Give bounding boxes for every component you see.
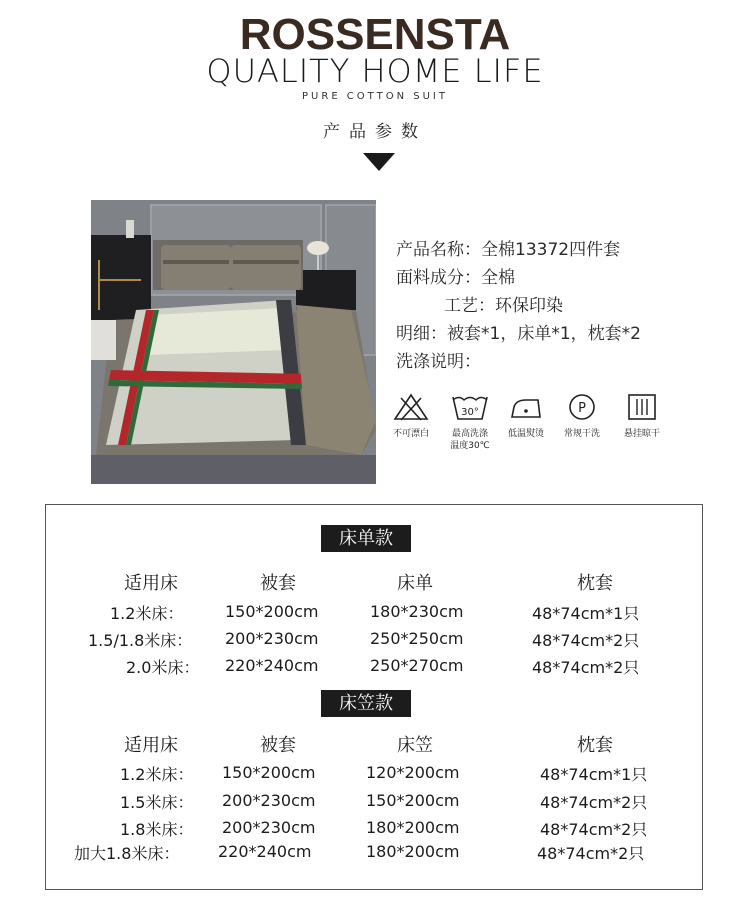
- table-cell: 48*74cm*2只: [532, 631, 640, 650]
- product-name: 产品名称：全棉13372四件套: [396, 240, 621, 260]
- table-cell: 加大1.8米床：: [74, 844, 180, 863]
- care-label-hang-dry: 悬挂晾干: [623, 429, 660, 439]
- care-label-low-iron: 低温熨烫: [507, 429, 544, 439]
- svg-text:P: P: [578, 401, 586, 416]
- care-label-wash-30: 最高洗涤 温度30℃: [450, 429, 490, 451]
- table-cell: 250*270cm: [370, 656, 464, 675]
- table-cell: 48*74cm*2只: [540, 793, 648, 812]
- table-cell: 120*200cm: [366, 763, 460, 782]
- section-title: 产品参数: [323, 122, 427, 142]
- sheet-set-badge: 床单款: [321, 525, 411, 552]
- table-cell: 48*74cm*2只: [537, 844, 645, 863]
- table-cell: 1.5/1.8米床：: [88, 631, 193, 650]
- sheet-header-sheet: 床单: [397, 573, 433, 594]
- wash-instructions-title: 洗涤说明：: [396, 352, 481, 372]
- sheet-header-bed: 适用床: [124, 573, 178, 594]
- table-cell: 1.8米床：: [120, 820, 194, 839]
- hang-dry-icon: [622, 392, 662, 422]
- table-cell: 48*74cm*1只: [540, 765, 648, 784]
- brand-subline: PURE COTTON SUIT: [302, 91, 448, 102]
- svg-text:30°: 30°: [461, 407, 479, 418]
- table-cell: 180*200cm: [366, 842, 460, 861]
- down-arrow-icon: [363, 153, 395, 171]
- fitted-header-pillowcase: 枕套: [577, 735, 613, 756]
- sheet-header-pillowcase: 枕套: [577, 573, 613, 594]
- process: 工艺：环保印染: [444, 296, 563, 316]
- table-cell: 220*240cm: [225, 656, 319, 675]
- table-cell: 48*74cm*2只: [532, 658, 640, 677]
- low-iron-icon: [506, 392, 546, 422]
- sheet-header-duvet: 被套: [260, 573, 296, 594]
- table-cell: 200*230cm: [222, 818, 316, 837]
- fitted-header-fitted-sheet: 床笠: [397, 735, 433, 756]
- care-label-dry-clean: 常规干洗: [563, 429, 600, 439]
- table-cell: 220*240cm: [218, 842, 312, 861]
- table-cell: 1.5米床：: [120, 793, 194, 812]
- no-bleach-icon: [391, 392, 431, 422]
- wash-30-icon: [450, 392, 490, 422]
- table-cell: 150*200cm: [225, 602, 319, 621]
- fitted-set-badge: 床笠款: [321, 690, 411, 717]
- table-cell: 48*74cm*1只: [532, 604, 640, 623]
- care-label-no-bleach: 不可漂白: [392, 429, 429, 439]
- table-cell: 200*230cm: [222, 791, 316, 810]
- table-cell: 2.0米床：: [126, 658, 200, 677]
- table-cell: 150*200cm: [222, 763, 316, 782]
- fitted-header-duvet: 被套: [260, 735, 296, 756]
- table-cell: 150*200cm: [366, 791, 460, 810]
- product-photo: [91, 200, 376, 484]
- table-cell: 200*230cm: [225, 629, 319, 648]
- table-cell: 180*230cm: [370, 602, 464, 621]
- fitted-header-bed: 适用床: [124, 735, 178, 756]
- table-cell: 1.2米床：: [110, 604, 184, 623]
- dry-clean-icon: [562, 392, 602, 422]
- package-detail: 明细：被套*1，床单*1，枕套*2: [396, 324, 641, 344]
- table-cell: 180*200cm: [366, 818, 460, 837]
- fabric-composition: 面料成分：全棉: [396, 268, 515, 288]
- table-cell: 48*74cm*2只: [540, 820, 648, 839]
- brand-name: ROSSENSTA: [239, 10, 511, 59]
- table-cell: 250*250cm: [370, 629, 464, 648]
- brand-tagline: QUALITY HOME LIFE: [206, 52, 544, 90]
- table-cell: 1.2米床：: [120, 765, 194, 784]
